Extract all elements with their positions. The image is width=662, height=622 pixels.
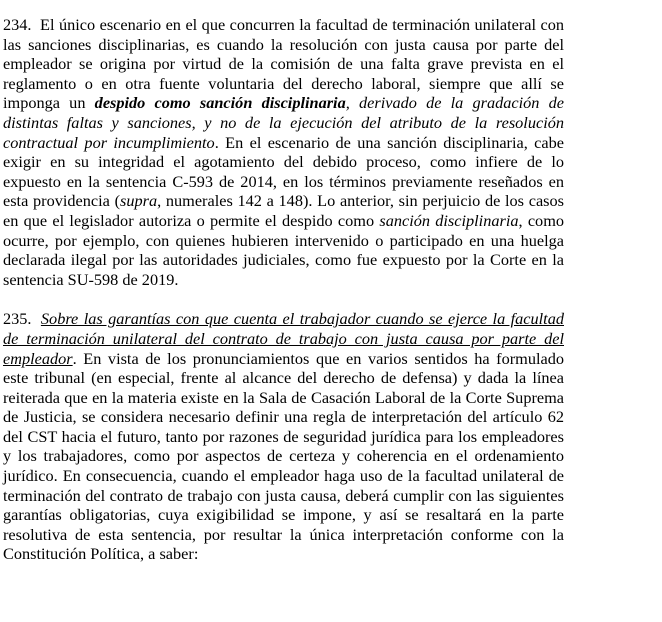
paragraph-number: 235. — [3, 309, 32, 329]
body-text: . En vista de los pronunciamientos que en varios sentidos ha formulado este tribunal (en especial, frente al alcance del derecho de defensa) y dada la línea reiterada que en la materia existe en la Sala de Casación Laboral de la Corte Suprema de Justicia, se considera necesario definir una regla de interpretación del artículo 62 del CST hacia el futuro, tanto por razones de seguridad jurídica para los empleadores y los trabajadores, como por aspectos de certeza y coherencia en el ordenamiento jurídico. En consecuencia, cuando el empleador haga uso de la facultad unilateral de terminación del contrato de trabajo con justa causa, deberá cumplir con las siguientes garantías obligatorias, cuya exigibilidad se impone, y así se resaltará en la parte resolutiva de esta sentencia, por resultar la única interpretación conforme con la Constitución Política, a saber: — [3, 348, 564, 564]
section-heading-text: Sobre las garantías con que cuenta el trabajador cuando se ejerce la facultad de terminación unilateral del contrato de trabajo con justa causa por parte del empleador — [3, 309, 564, 368]
paragraph-234 — [3, 15, 564, 289]
body-text: . En el escenario de una sanción disciplinaria, cabe exigir en su integridad el agotamiento del debido proceso, como infiere de lo expuesto en la sentencia C-593 de 2014, en los términos previamente reseñados en esta providencia ( — [3, 132, 564, 211]
body-text: El único escenario en el que concurren la facultad de terminación unilateral con las sanciones disciplinarias, es cuando la resolución con justa causa por parte del empleador se origina por virtud de la comisión de una falta grave prevista en el reglamento o en otra fuente voluntaria del derecho laboral, siempre que allí se imponga un — [3, 15, 564, 113]
body-text: , numerales 142 a 148). Lo anterior, sin perjuicio de los casos en que el legislador autoriza o permite el despido como — [3, 191, 564, 230]
body-text: , como ocurre, por ejemplo, con quienes hubieren intervenido o participado en una huelga declarada ilegal por las autoridades judiciales, como fue expuesto por la Corte en la sentencia SU-598 de 2019. — [3, 210, 565, 289]
emphasis-text: despido como sanción disciplinaria — [94, 93, 346, 113]
paragraph-235 — [3, 309, 564, 564]
paragraph-number: 234. — [3, 15, 32, 34]
italic-text: supra — [120, 191, 158, 211]
italic-text: sanción disciplinaria — [379, 210, 519, 230]
italic-text: , derivado de la gradación de distintas faltas y sanciones, y no de la ejecución del atributo de la resolución contractual por incumplimiento — [3, 93, 564, 152]
